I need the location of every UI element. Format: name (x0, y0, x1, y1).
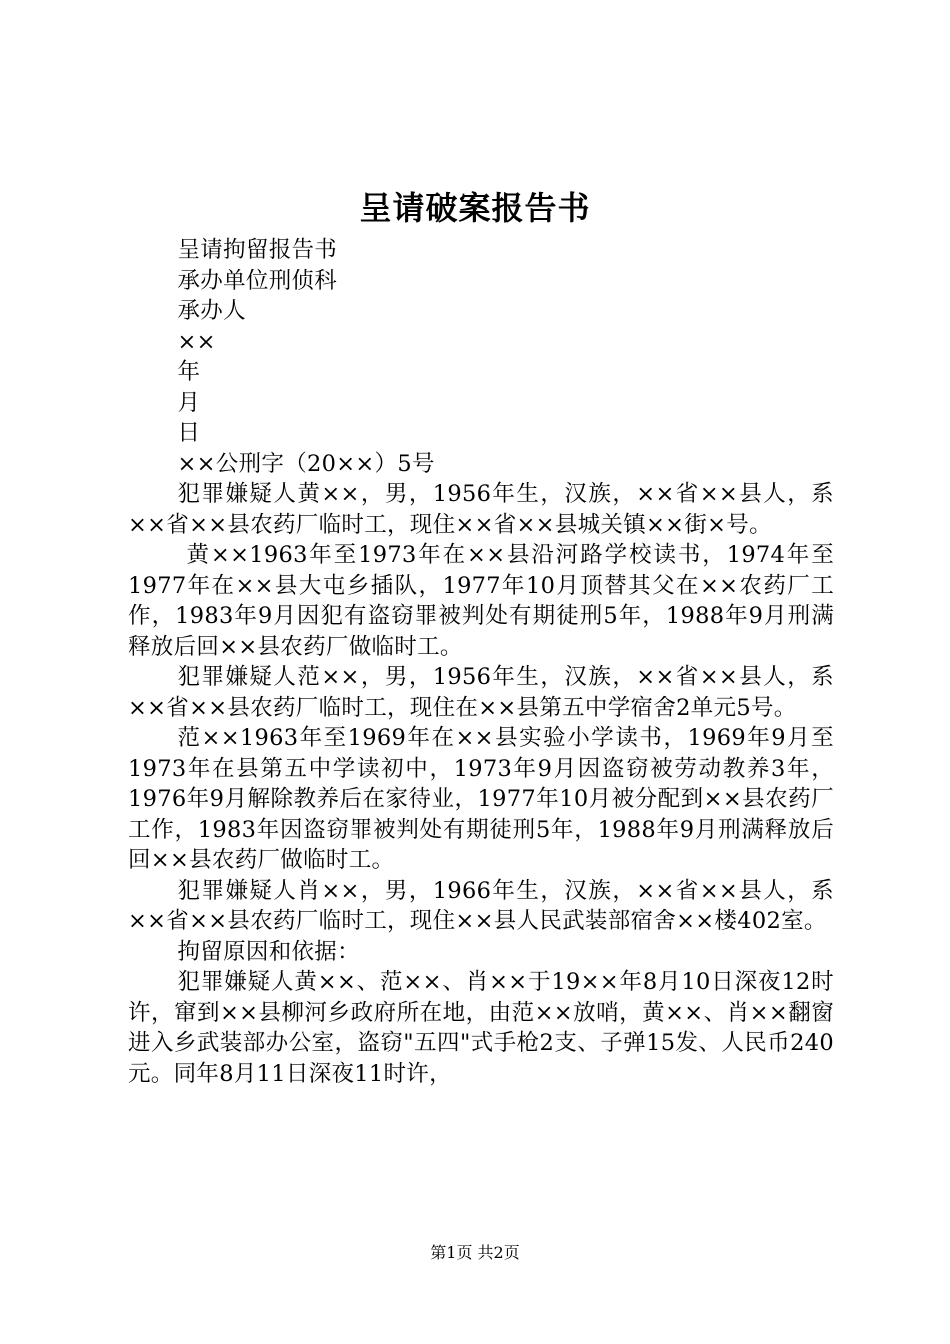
paragraph: 黄××1963年至1973年在××县沿河路学校读书，1974年至1977年在××县大屯乡插队，1977年10月顶替其父在××农药厂工作，1983年9月因犯有盗窃罪被判处有期徒刑5年，1988年9月刑满释放后回××县农药厂做临时工。 (128, 542, 834, 660)
header-line: ×× (177, 328, 216, 355)
paragraph: 犯罪嫌疑人黄××、范××、肖××于19××年8月10日深夜12时许，窜到××县柳河乡政府所在地，由范××放哨，黄××、肖××翻窗进入乡武装部办公室，盗窃"五四"式手枪2支、子弹15发、人民币240元。同年8月11日深夜11时许， (128, 969, 834, 1087)
header-line: 呈请拘留报告书 (177, 237, 338, 263)
header-line: 承办人 (177, 298, 246, 324)
header-line: 承办单位刑侦科 (177, 267, 338, 294)
paragraph: 范××1963年至1969年在××县实验小学读书，1969年9月至1973年在县第五中学读初中，1973年9月因盗窃被劳动教养3年，1976年9月解除教养后在家待业，1977年10月被分配到××县农药厂工作，1983年因盗窃罪被判处有期徒刑5年，1988年9月刑满释放后回××县农药厂做临时工。 (128, 725, 834, 873)
paragraph: 犯罪嫌疑人肖××，男，1966年生，汉族，××省××县人，系××省××县农药厂临时工，现住××县人民武装部宿舍××楼402室。 (128, 877, 834, 934)
paragraph: 犯罪嫌疑人范××，男，1956年生，汉族，××省××县人，系××省××县农药厂临时工，现住在××县第五中学宿舍2单元5号。 (128, 664, 834, 721)
paragraph: 犯罪嫌疑人黄××，男，1956年生，汉族，××省××县人，系××省××县农药厂临时工，现住××省××县城关镇××街×号。 (128, 481, 834, 538)
document-number: ××公刑字（20××）5号 (177, 450, 435, 477)
header-line: 年 (177, 359, 201, 385)
header-line: 月 (177, 389, 201, 416)
section-heading: 拘留原因和依据： (177, 938, 360, 965)
page-footer: 第1页 共2页 (430, 1243, 520, 1262)
header-line: 日 (177, 420, 201, 446)
document-title: 呈请破案报告书 (359, 189, 591, 227)
document-body (128, 235, 834, 1089)
